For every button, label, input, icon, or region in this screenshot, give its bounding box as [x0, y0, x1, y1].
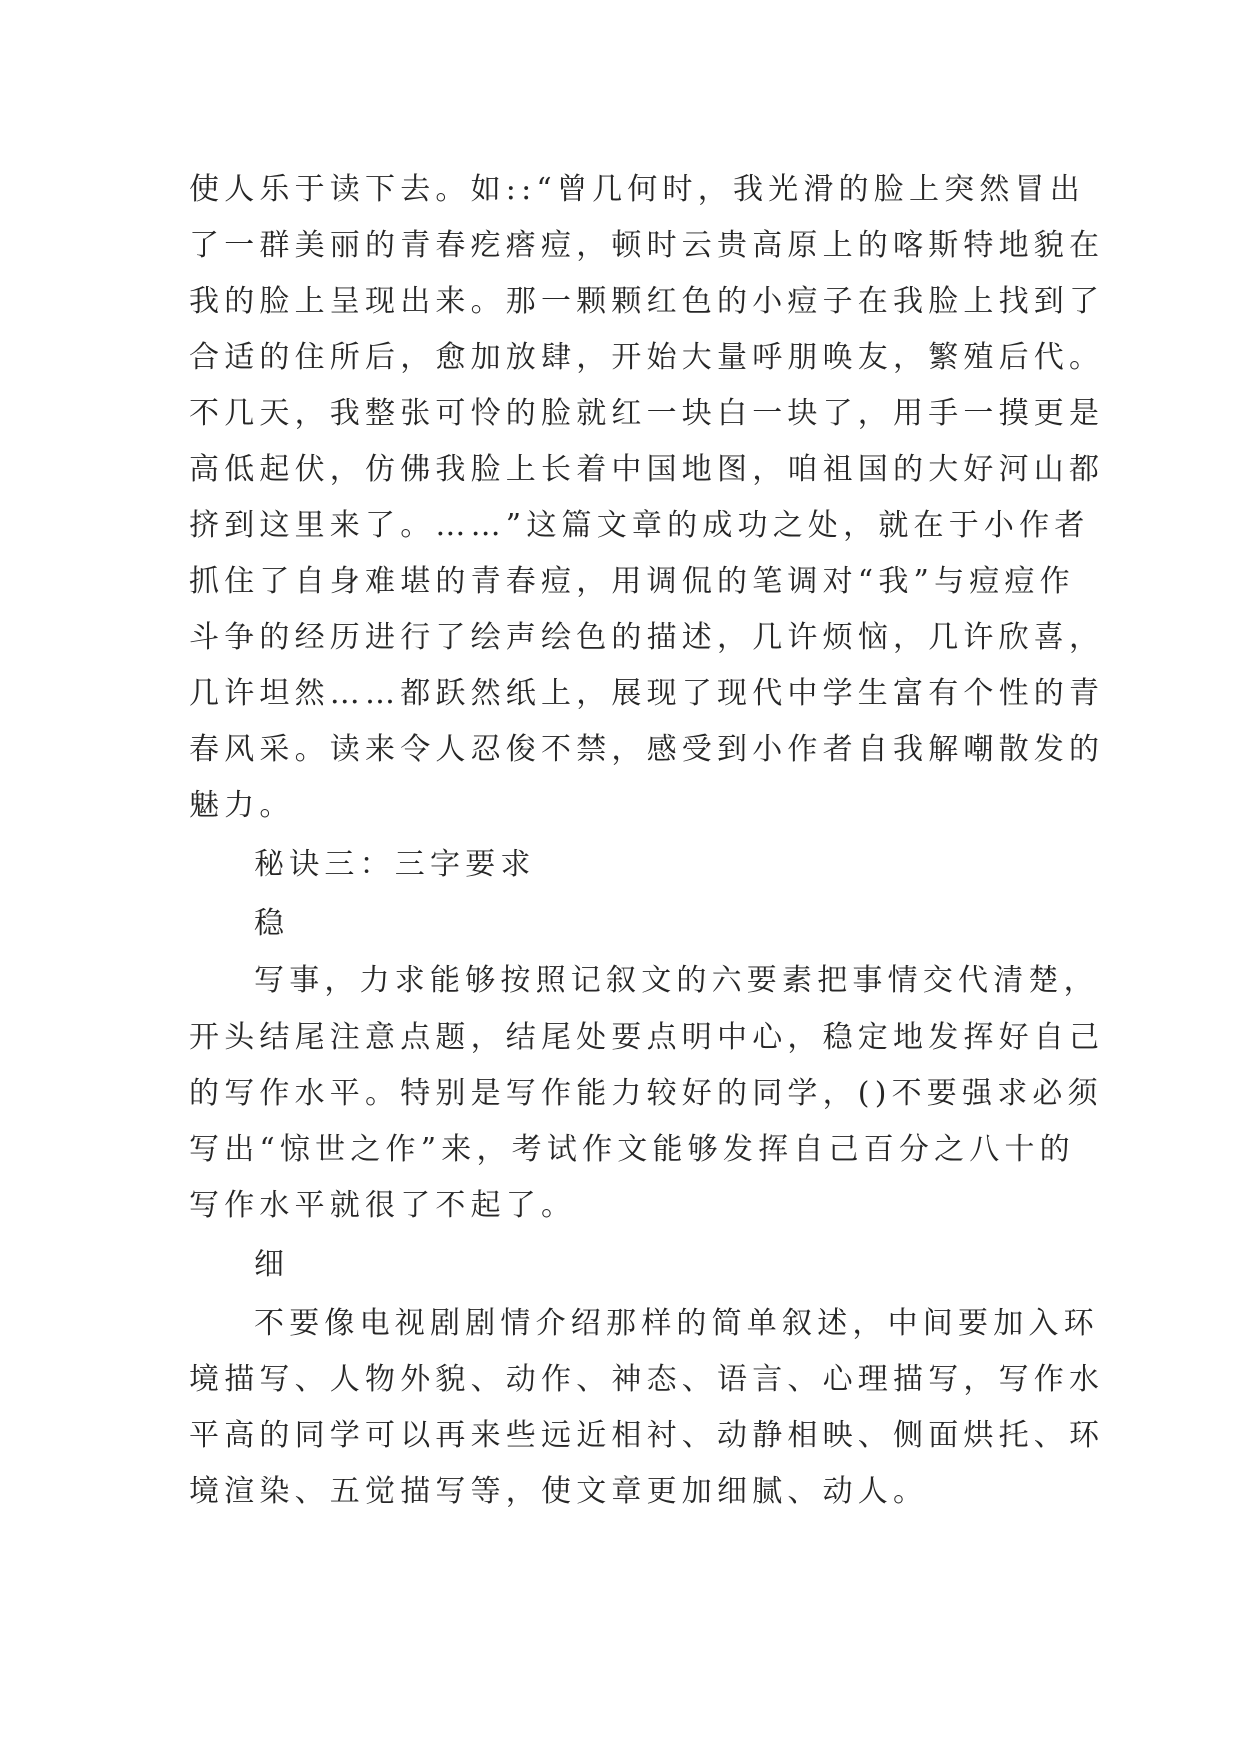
- paragraph-line: 写出“惊世之作”来，考试作文能够发挥自己百分之八十的: [189, 1132, 1075, 1167]
- paragraph-line: 开头结尾注意点题，结尾处要点明中心，稳定地发挥好自己: [189, 1020, 1105, 1055]
- paragraph-line: 的写作水平。特别是写作能力较好的同学，()不要强求必须: [189, 1076, 1103, 1111]
- subsection-heading: 稳: [254, 906, 290, 941]
- paragraph-line: 斗争的经历进行了绘声绘色的描述，几许烦恼，几许欣喜，: [189, 620, 1105, 655]
- paragraph-line: 不要像电视剧剧情介绍那样的简单叙述，中间要加入环: [254, 1306, 1099, 1341]
- paragraph-line: 挤到这里来了。……”这篇文章的成功之处，就在于小作者: [189, 508, 1090, 543]
- paragraph-line: 写作水平就很了不起了。: [189, 1188, 577, 1223]
- paragraph-line: 我的脸上呈现出来。那一颗颗红色的小痘子在我脸上找到了: [189, 284, 1105, 319]
- paragraph-line: 了一群美丽的青春疙瘩痘，顿时云贵高原上的喀斯特地貌在: [189, 228, 1105, 263]
- paragraph-line: 春风采。读来令人忍俊不禁，感受到小作者自我解嘲散发的: [189, 732, 1105, 767]
- paragraph-line: 高低起伏，仿佛我脸上长着中国地图，咱祖国的大好河山都: [189, 452, 1105, 487]
- paragraph-line: 写事，力求能够按照记叙文的六要素把事情交代清楚，: [254, 963, 1099, 998]
- paragraph-line: 不几天，我整张可怜的脸就红一块白一块了，用手一摸更是: [189, 396, 1105, 431]
- paragraph-line: 抓住了自身难堪的青春痘，用调侃的笔调对“我”与痘痘作: [189, 564, 1075, 599]
- paragraph-line: 合适的住所后，愈加放肆，开始大量呼朋唤友，繁殖后代。: [189, 340, 1105, 375]
- section-heading: 秘诀三：三字要求: [254, 847, 536, 882]
- paragraph-line: 境描写、人物外貌、动作、神态、语言、心理描写，写作水: [189, 1362, 1105, 1397]
- paragraph-line: 几许坦然……都跃然纸上，展现了现代中学生富有个性的青: [189, 676, 1105, 711]
- paragraph-line: 使人乐于读下去。如::“曾几何时，我光滑的脸上突然冒出: [189, 172, 1085, 207]
- paragraph-line: 境渲染、五觉描写等，使文章更加细腻、动人。: [189, 1474, 929, 1509]
- paragraph-line: 魅力。: [189, 788, 295, 823]
- paragraph-line: 平高的同学可以再来些远近相衬、动静相映、侧面烘托、环: [189, 1418, 1105, 1453]
- subsection-heading: 细: [254, 1247, 290, 1282]
